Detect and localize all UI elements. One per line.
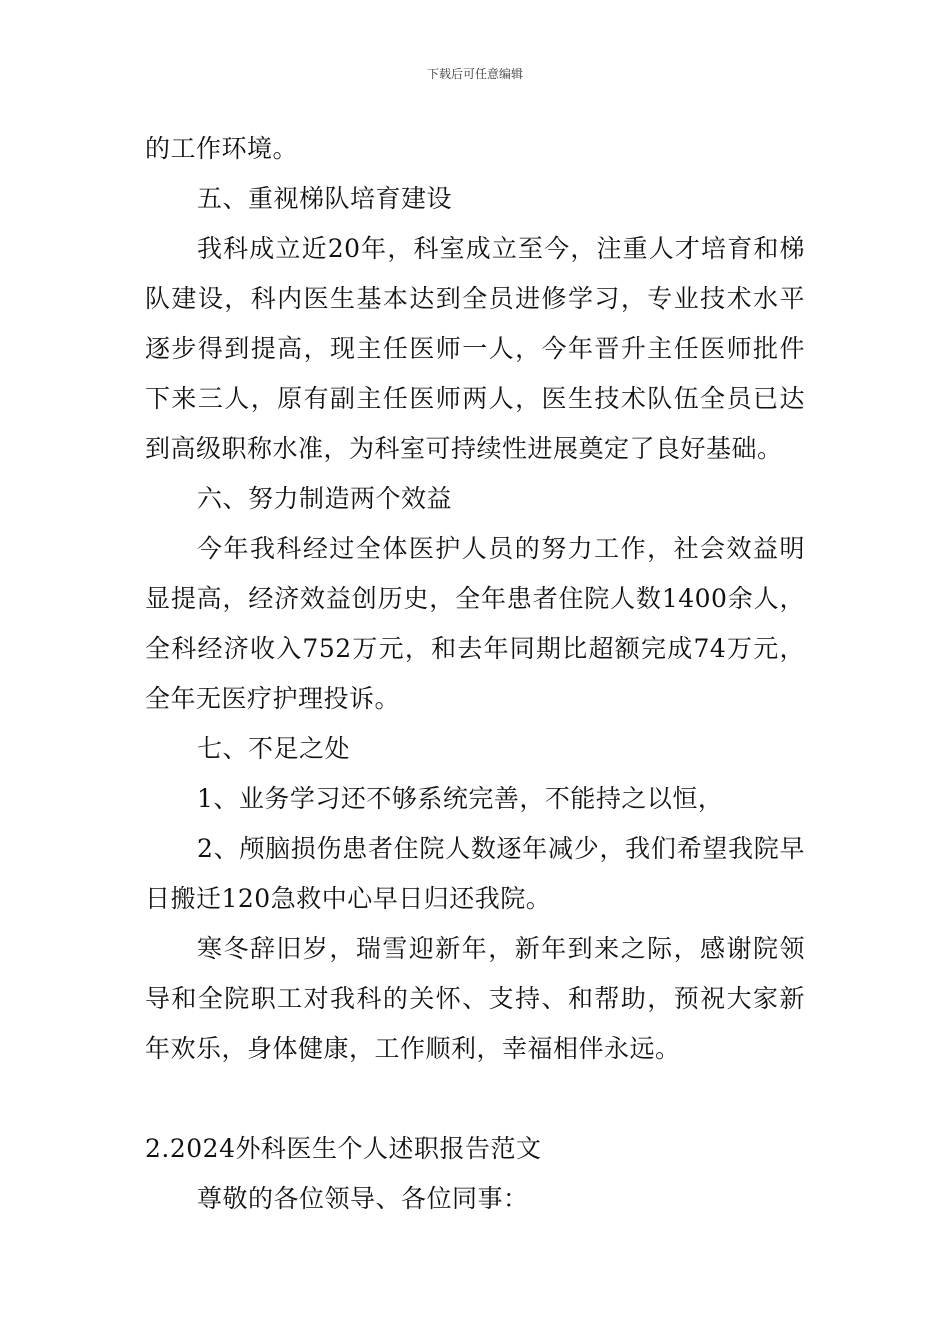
paragraph-talent-development: 我科成立近20年，科室成立至今，注重人才培育和梯队建设，科内医生基本达到全员进修学习，专业技术水平逐步得到提高，现主任医师一人，今年晋升主任医师批件下来三人，原有副主任医师两人，医生技术队伍全员已达到高级职称水准，为科室可持续性进展奠定了良好基础。 — [145, 234, 805, 463]
list-item-1: 1、业务学习还不够系统完善，不能持之以恒， — [197, 784, 724, 813]
paragraph-closing: 寒冬辞旧岁，瑞雪迎新年，新年到来之际，感谢院领导和全院职工对我科的关怀、支持、和帮助，预祝大家新年欢乐，身体健康，工作顺利，幸福相伴永远。 — [145, 934, 805, 1063]
section-heading-5: 五、重视梯队培育建设 — [197, 184, 453, 213]
list-item-2: 2、颅脑损伤患者住院人数逐年减少，我们希望我院早日搬迁120急救中心早日归还我院。 — [145, 834, 805, 913]
page-header: 下载后可任意编辑 — [426, 67, 523, 81]
section-2-greeting: 尊敬的各位领导、各位同事： — [197, 1184, 529, 1213]
document-body — [145, 124, 805, 1224]
section-heading-7: 七、不足之处 — [197, 734, 351, 763]
paragraph-continuation: 的工作环境。 — [145, 134, 299, 163]
paragraph-benefits: 今年我科经过全体医护人员的努力工作，社会效益明显提高，经济效益创历史，全年患者住院人数1400余人，全科经济收入752万元，和去年同期比超额完成74万元，全年无医疗护理投诉。 — [145, 534, 805, 713]
section-heading-6: 六、努力制造两个效益 — [197, 484, 453, 513]
section-spacer — [145, 1074, 805, 1124]
section-2-title: 2.2024外科医生个人述职报告范文 — [145, 1134, 542, 1163]
